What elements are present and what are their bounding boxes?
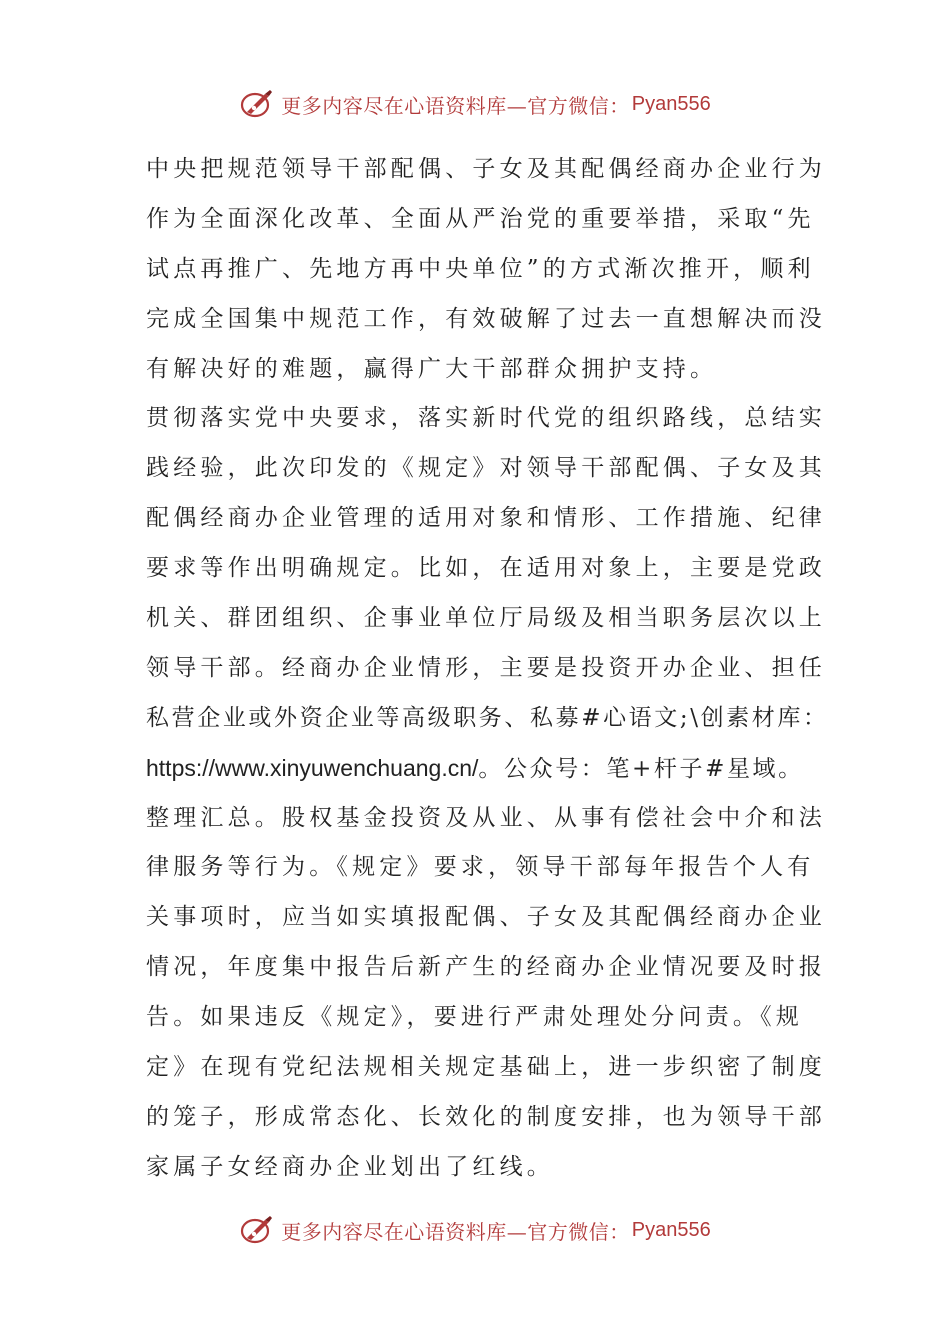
pen-logo-icon	[239, 86, 275, 122]
text-line: 配偶经商办企业管理的适用对象和情形、工作措施、纪律	[146, 505, 826, 532]
text-line: 试点再推广、先地方再中央单位”的方式渐次推开，顺利	[146, 255, 815, 282]
text-line: 关事项时，应当如实填报配偶、子女及其配偶经商办企业	[146, 904, 826, 931]
banner-wechat-id: Pyan556	[631, 92, 711, 115]
text-line: 完成全国集中规范工作，有效破解了过去一直想解决而没	[146, 305, 826, 332]
banner-text: 更多内容尽在心语资料库—官方微信：	[281, 93, 630, 118]
text-line: 领导干部。经商办企业情形，主要是投资开办企业、担任	[146, 654, 826, 681]
text-line: 整理汇总。股权基金投资及从业、从事有偿社会中介和法	[146, 804, 826, 831]
text-line: 家属子女经商办企业划出了红线。	[146, 1153, 554, 1180]
text-line: 有解决好的难题，赢得广大干部群众拥护支持。	[146, 355, 718, 382]
document-body	[146, 145, 829, 1193]
url-line-rest: 。公众号：笔+杆子#星域。	[478, 755, 804, 782]
pen-logo-icon	[239, 1212, 275, 1248]
header-banner	[0, 84, 950, 124]
text-line: 律服务等行为。《规定》要求，领导干部每年报告个人有	[146, 854, 815, 881]
text-line: 贯彻落实党中央要求，落实新时代党的组织路线，总结实	[146, 405, 826, 432]
text-line: 私营企业或外资企业等高级职务、私募#心语文;\创素材库：	[146, 704, 829, 731]
text-line: 中央把规范领导干部配偶、子女及其配偶经商办企业行为	[146, 156, 826, 182]
banner-wechat-id: Pyan556	[631, 1218, 711, 1241]
text-line: 的笼子，形成常态化、长效化的制度安排，也为领导干部	[146, 1103, 826, 1130]
text-line: 告。如果违反《规定》，要进行严肃处理处分问责。《规	[146, 1004, 803, 1031]
text-line: 机关、群团组织、企事业单位厅局级及相当职务层次以上	[146, 605, 826, 632]
text-line: 要求等作出明确规定。比如，在适用对象上，主要是党政	[146, 555, 826, 582]
footer-banner	[0, 1210, 950, 1250]
website-link[interactable]: https://www.xinyuwenchuang.cn/	[146, 754, 479, 781]
url-line	[146, 744, 810, 794]
text-line: 践经验，此次印发的《规定》对领导干部配偶、子女及其	[146, 455, 826, 482]
text-line: 定》在现有党纪法规相关规定基础上，进一步织密了制度	[146, 1054, 826, 1081]
text-line: 情况，年度集中报告后新产生的经商办企业情况要及时报	[146, 954, 826, 981]
banner-text: 更多内容尽在心语资料库—官方微信：	[281, 1219, 630, 1244]
text-line: 作为全面深化改革、全面从严治党的重要举措，采取“先	[146, 205, 815, 232]
